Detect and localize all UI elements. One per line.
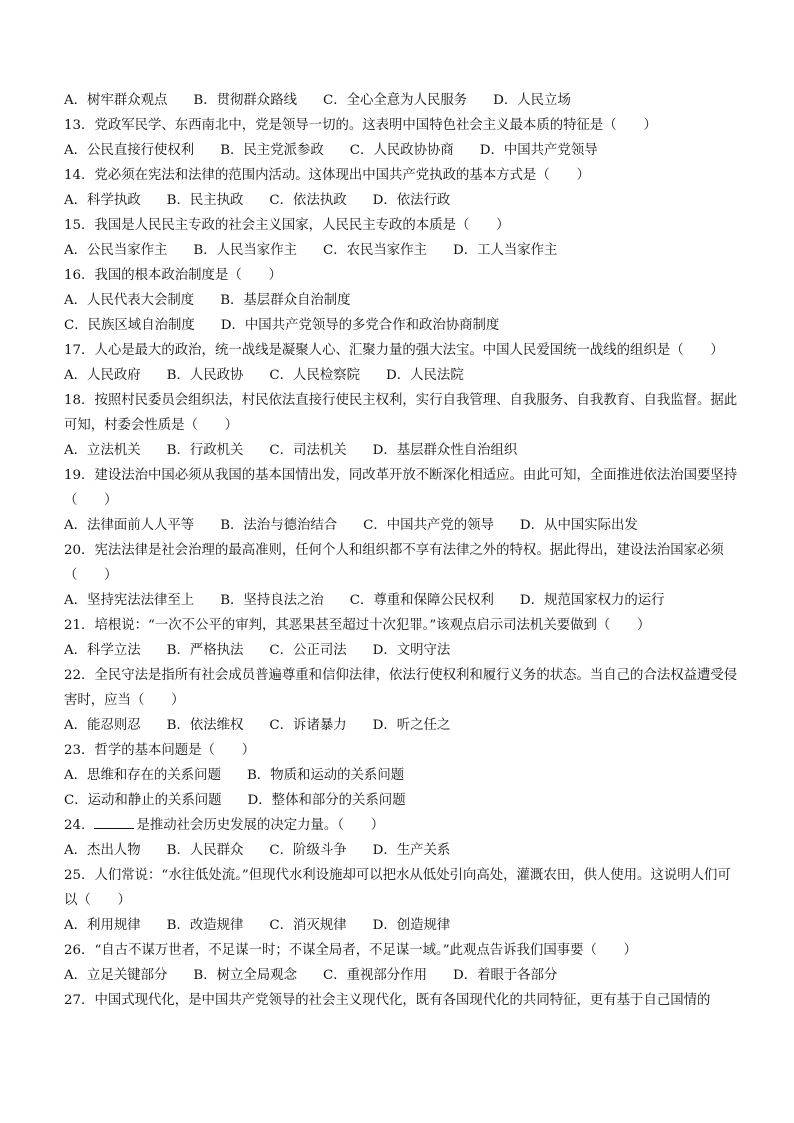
- question-18-stem: 18．按照村民委员会组织法，村民依法直接行使民主权利，实行自我管理、自我服务、自我教育、自我监督。据此可知，村委会性质是（ ）: [64, 393, 738, 433]
- option-a: A．杰出人物: [64, 843, 141, 858]
- option-a: A．立足关键部分: [64, 968, 168, 983]
- option-b: B．改造规律: [166, 918, 244, 933]
- option-a: A．思维和存在的关系问题: [64, 768, 221, 783]
- question-25-options: [64, 913, 740, 938]
- option-d: D．从中国实际出发: [519, 518, 638, 533]
- option-c: C．司法机关: [269, 443, 347, 458]
- question-24-options: [64, 838, 740, 863]
- option-b: B．物质和运动的关系问题: [246, 768, 405, 783]
- question-22-options: [64, 713, 740, 738]
- option-a: A．公民直接行使权利: [64, 143, 195, 158]
- option-d: D．着眼于各部分: [452, 968, 558, 983]
- option-d: D．依法行政: [372, 193, 451, 208]
- option-d: D．工人当家作主: [452, 243, 558, 258]
- option-a: A．公民当家作主: [64, 243, 168, 258]
- option-a: A．科学执政: [64, 193, 141, 208]
- option-a: A．人民政府: [64, 368, 141, 383]
- option-a: A．人民代表大会制度: [64, 293, 195, 308]
- option-d: D．创造规律: [372, 918, 451, 933]
- option-c: C．运动和静止的关系问题: [64, 793, 222, 808]
- option-b: B．基层群众自治制度: [220, 293, 351, 308]
- option-b: B．民主执政: [166, 193, 244, 208]
- option-d: D．基层群众性自治组织: [372, 443, 518, 458]
- option-d: D．生产关系: [372, 843, 451, 858]
- option-a: A．树牢群众观点: [64, 93, 168, 108]
- option-b: B．严格执法: [166, 643, 244, 658]
- question-19-stem: 19．建设法治中国必须从我国的基本国情出发，同改革开放不断深化相适应。由此可知，全面推进依法治国要坚持（ ）: [64, 468, 738, 508]
- option-a: A．坚持宪法法律至上: [64, 593, 195, 608]
- option-b: B．坚持良法之治: [220, 593, 324, 608]
- question-14-stem: 14．党必须在宪法和法律的范围内活动。这体现出中国共产党执政的基本方式是（ ）: [64, 168, 590, 183]
- option-b: B．人民群众: [166, 843, 244, 858]
- option-c: C．人民检察院: [269, 368, 361, 383]
- option-d: D．人民法院: [386, 368, 464, 383]
- option-b: B．依法维权: [166, 718, 244, 733]
- question-26-stem: 26．“自古不谋万世者，不足谋一时；不谋全局者，不足谋一域。”此观点告诉我们国事要（ ）: [64, 943, 638, 958]
- option-a: A．能忍则忍: [64, 718, 141, 733]
- question-20-options: [64, 588, 740, 613]
- question-15-stem: 15．我国是人民民主专政的社会主义国家，人民民主专政的本质是（ ）: [64, 218, 510, 233]
- question-16-options-row2: [64, 313, 740, 338]
- option-b: B．人民政协: [166, 368, 244, 383]
- option-b: B．贯彻群众路线: [193, 93, 297, 108]
- option-c: C．农民当家作主: [322, 243, 427, 258]
- question-23-options-row1: [64, 763, 740, 788]
- option-c: C．民族区域自治制度: [64, 318, 195, 333]
- question-23-options-row2: [64, 788, 740, 813]
- option-c: C．尊重和保障公民权利: [349, 593, 494, 608]
- question-23-stem: 23．哲学的基本问题是（ ）: [64, 743, 256, 758]
- question-14-options: [64, 188, 740, 213]
- option-c: C．消灭规律: [269, 918, 347, 933]
- option-c: C．人民政协协商: [349, 143, 454, 158]
- question-18-options: [64, 438, 740, 463]
- option-a: A．利用规律: [64, 918, 141, 933]
- option-a: A．科学立法: [64, 643, 141, 658]
- question-22-stem: 22．全民守法是指所有社会成员普遍尊重和信仰法律，依法行使权利和履行义务的状态。当自己的合法权益遭受侵害时，应当（ ）: [64, 668, 738, 708]
- option-b: B．法治与德治结合: [220, 518, 338, 533]
- question-page: [64, 88, 740, 1013]
- option-d: D．中国共产党领导: [479, 143, 598, 158]
- option-a: A．立法机关: [64, 443, 141, 458]
- option-c: C．重视部分作用: [322, 968, 427, 983]
- question-16-stem: 16．我国的根本政治制度是（ ）: [64, 268, 282, 283]
- question-16-options-row1: [64, 288, 740, 313]
- question-21-stem: 21．培根说：“一次不公平的审判，其恶果甚至超过十次犯罪。”该观点启示司法机关要做到（ ）: [64, 618, 651, 633]
- question-25-stem: 25．人们常说：“水往低处流。”但现代水利设施却可以把水从低处引向高处，灌溉农田，供人使用。这说明人们可以（ ）: [64, 868, 731, 908]
- option-d: D．文明守法: [372, 643, 451, 658]
- option-c: C．全心全意为人民服务: [322, 93, 468, 108]
- option-c: C．公正司法: [269, 643, 347, 658]
- option-c: C．阶级斗争: [269, 843, 347, 858]
- question-27-stem: 27．中国式现代化，是中国共产党领导的社会主义现代化，既有各国现代化的共同特征，更有基于自己国情的: [64, 993, 711, 1008]
- option-c: C．中国共产党的领导: [363, 518, 494, 533]
- q12-options: [64, 88, 740, 113]
- question-13-stem: 13．党政军民学、东西南北中，党是领导一切的。这表明中国特色社会主义最本质的特征是（ ）: [64, 118, 657, 133]
- question-17-stem: 17．人心是最大的政治，统一战线是凝聚人心、汇聚力量的强大法宝。中国人民爱国统一战线的组织是（ ）: [64, 343, 724, 358]
- option-d: D．听之任之: [372, 718, 451, 733]
- question-19-options: [64, 513, 740, 538]
- question-15-options: [64, 238, 740, 263]
- option-b: B．人民当家作主: [193, 243, 297, 258]
- question-21-options: [64, 638, 740, 663]
- option-c: C．依法执政: [269, 193, 347, 208]
- option-b: B．民主党派参政: [220, 143, 324, 158]
- question-20-stem: 20．宪法法律是社会治理的最高准则，任何个人和组织都不享有法律之外的特权。据此得出，建设法治国家必须（ ）: [64, 543, 724, 583]
- option-a: A．法律面前人人平等: [64, 518, 195, 533]
- option-d: D．中国共产党领导的多党合作和政治协商制度: [220, 318, 500, 333]
- question-26-options: [64, 963, 740, 988]
- fill-blank: [94, 814, 134, 829]
- option-d: D．整体和部分的关系问题: [247, 793, 406, 808]
- question-24-stem: 24． 是推动社会历史发展的决定力量。（ ）: [64, 813, 740, 838]
- question-13-options: [64, 138, 740, 163]
- option-d: D．规范国家权力的运行: [519, 593, 665, 608]
- option-d: D．人民立场: [493, 93, 571, 108]
- option-b: B．行政机关: [166, 443, 244, 458]
- question-17-options: [64, 363, 740, 388]
- option-c: C．诉诸暴力: [269, 718, 347, 733]
- option-b: B．树立全局观念: [193, 968, 297, 983]
